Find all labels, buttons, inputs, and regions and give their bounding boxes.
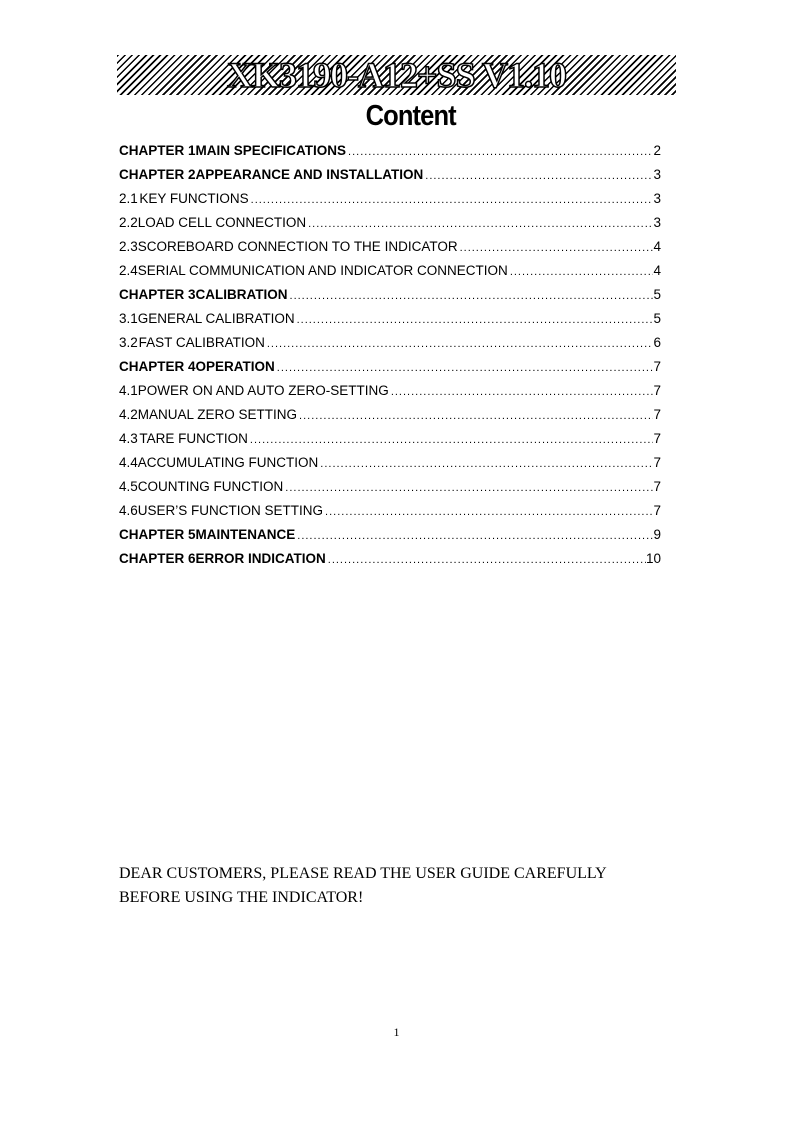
toc-entry-number: CHAPTER 4 <box>119 359 196 374</box>
toc-dot-leader <box>265 338 654 350</box>
toc-entry-title: GENERAL CALIBRATION <box>137 311 295 326</box>
toc-dot-leader <box>249 194 654 206</box>
toc-page-number: 3 <box>653 167 661 182</box>
toc-page-number: 4 <box>653 239 661 254</box>
toc-page-number: 10 <box>645 551 661 566</box>
toc-chapter-entry[interactable] <box>119 287 661 311</box>
toc-entry-number: 2.4 <box>119 263 138 278</box>
toc-entry-title: APPEARANCE AND INSTALLATION <box>195 167 424 182</box>
toc-page-number: 6 <box>653 335 661 350</box>
toc-page-number: 5 <box>653 311 661 326</box>
toc-entry-number: 4.4 <box>119 455 138 470</box>
notice-line: DEAR CUSTOMERS, PLEASE READ THE USER GUIDE CAREFULLY <box>119 865 607 882</box>
toc-entry-title: ERROR INDICATION <box>195 551 326 566</box>
toc-entry-title: SERIAL COMMUNICATION AND INDICATOR CONNECTION <box>137 263 508 278</box>
toc-entry-title: LOAD CELL CONNECTION <box>137 215 307 230</box>
page-number: 1 <box>393 1025 400 1039</box>
page-title-text: Content <box>365 100 456 132</box>
table-of-contents <box>119 143 661 575</box>
toc-page-number: 7 <box>653 503 661 518</box>
toc-entry-number: 2.1 <box>119 191 138 206</box>
toc-dot-leader <box>248 434 654 446</box>
toc-dot-leader <box>306 218 653 230</box>
toc-entry-number: CHAPTER 1 <box>119 143 196 158</box>
toc-dot-leader <box>389 386 654 398</box>
toc-entry-number: 4.1 <box>119 383 138 398</box>
toc-entry-number: CHAPTER 2 <box>119 167 196 182</box>
toc-page-number: 2 <box>653 143 661 158</box>
notice-line: BEFORE USING THE INDICATOR! <box>119 889 364 906</box>
toc-section-entry[interactable] <box>119 239 661 263</box>
toc-section-entry[interactable] <box>119 383 661 407</box>
toc-page-number: 7 <box>653 479 661 494</box>
toc-dot-leader <box>283 482 653 494</box>
toc-section-entry[interactable] <box>119 455 661 479</box>
toc-entry-title: CALIBRATION <box>195 287 288 302</box>
toc-entry-number: 2.2 <box>119 215 138 230</box>
toc-page-number: 9 <box>653 527 661 542</box>
toc-entry-title: FAST CALIBRATION <box>138 335 265 350</box>
toc-chapter-entry[interactable] <box>119 167 661 191</box>
banner-title: XK3190-A12+SS V1.10 <box>227 55 566 95</box>
toc-dot-leader <box>323 506 653 518</box>
toc-chapter-entry[interactable] <box>119 527 661 551</box>
toc-entry-title: POWER ON AND AUTO ZERO-SETTING <box>137 383 389 398</box>
toc-page-number: 7 <box>653 359 661 374</box>
toc-entry-title: MAIN SPECIFICATIONS <box>195 143 347 158</box>
toc-entry-number: 4.5 <box>119 479 138 494</box>
toc-entry-title: OPERATION <box>195 359 275 374</box>
toc-section-entry[interactable] <box>119 191 661 215</box>
toc-page-number: 7 <box>653 407 661 422</box>
toc-section-entry[interactable] <box>119 431 661 455</box>
toc-dot-leader <box>295 530 653 542</box>
toc-dot-leader <box>458 242 654 254</box>
toc-entry-number: CHAPTER 3 <box>119 287 196 302</box>
toc-dot-leader <box>508 266 654 278</box>
toc-entry-number: 4.6 <box>119 503 138 518</box>
title-banner <box>117 55 676 95</box>
toc-dot-leader <box>275 362 654 374</box>
toc-section-entry[interactable] <box>119 479 661 503</box>
toc-dot-leader <box>326 554 646 566</box>
toc-entry-number: CHAPTER 5 <box>119 527 196 542</box>
toc-entry-title: TARE FUNCTION <box>139 431 248 446</box>
toc-page-number: 3 <box>653 191 661 206</box>
toc-page-number: 7 <box>653 383 661 398</box>
customer-notice <box>119 862 679 910</box>
toc-entry-title: MANUAL ZERO SETTING <box>137 407 298 422</box>
toc-entry-number: 4.2 <box>119 407 138 422</box>
toc-entry-title: COUNTING FUNCTION <box>137 479 284 494</box>
toc-entry-number: 4.3 <box>119 431 138 446</box>
toc-page-number: 5 <box>653 287 661 302</box>
toc-dot-leader <box>346 146 653 158</box>
toc-entry-title: SCOREBOARD CONNECTION TO THE INDICATOR <box>137 239 458 254</box>
toc-entry-title: KEY FUNCTIONS <box>139 191 249 206</box>
toc-entry-title: ACCUMULATING FUNCTION <box>137 455 319 470</box>
toc-chapter-entry[interactable] <box>119 551 661 575</box>
toc-dot-leader <box>297 410 653 422</box>
toc-page-number: 3 <box>653 215 661 230</box>
page-title <box>49 100 747 133</box>
toc-dot-leader <box>295 314 654 326</box>
toc-section-entry[interactable] <box>119 263 661 287</box>
toc-chapter-entry[interactable] <box>119 143 661 167</box>
toc-page-number: 7 <box>653 431 661 446</box>
toc-page-number: 4 <box>653 263 661 278</box>
toc-page-number: 7 <box>653 455 661 470</box>
toc-section-entry[interactable] <box>119 503 661 527</box>
toc-entry-number: 2.3 <box>119 239 138 254</box>
toc-entry-number: CHAPTER 6 <box>119 551 196 566</box>
toc-chapter-entry[interactable] <box>119 359 661 383</box>
toc-dot-leader <box>288 290 654 302</box>
toc-entry-number: 3.1 <box>119 311 138 326</box>
toc-section-entry[interactable] <box>119 311 661 335</box>
toc-entry-number: 3.2 <box>119 335 138 350</box>
toc-section-entry[interactable] <box>119 215 661 239</box>
toc-section-entry[interactable] <box>119 335 661 359</box>
toc-dot-leader <box>318 458 653 470</box>
toc-entry-title: MAINTENANCE <box>195 527 296 542</box>
toc-section-entry[interactable] <box>119 407 661 431</box>
toc-entry-title: USER’S FUNCTION SETTING <box>137 503 324 518</box>
toc-dot-leader <box>423 170 653 182</box>
